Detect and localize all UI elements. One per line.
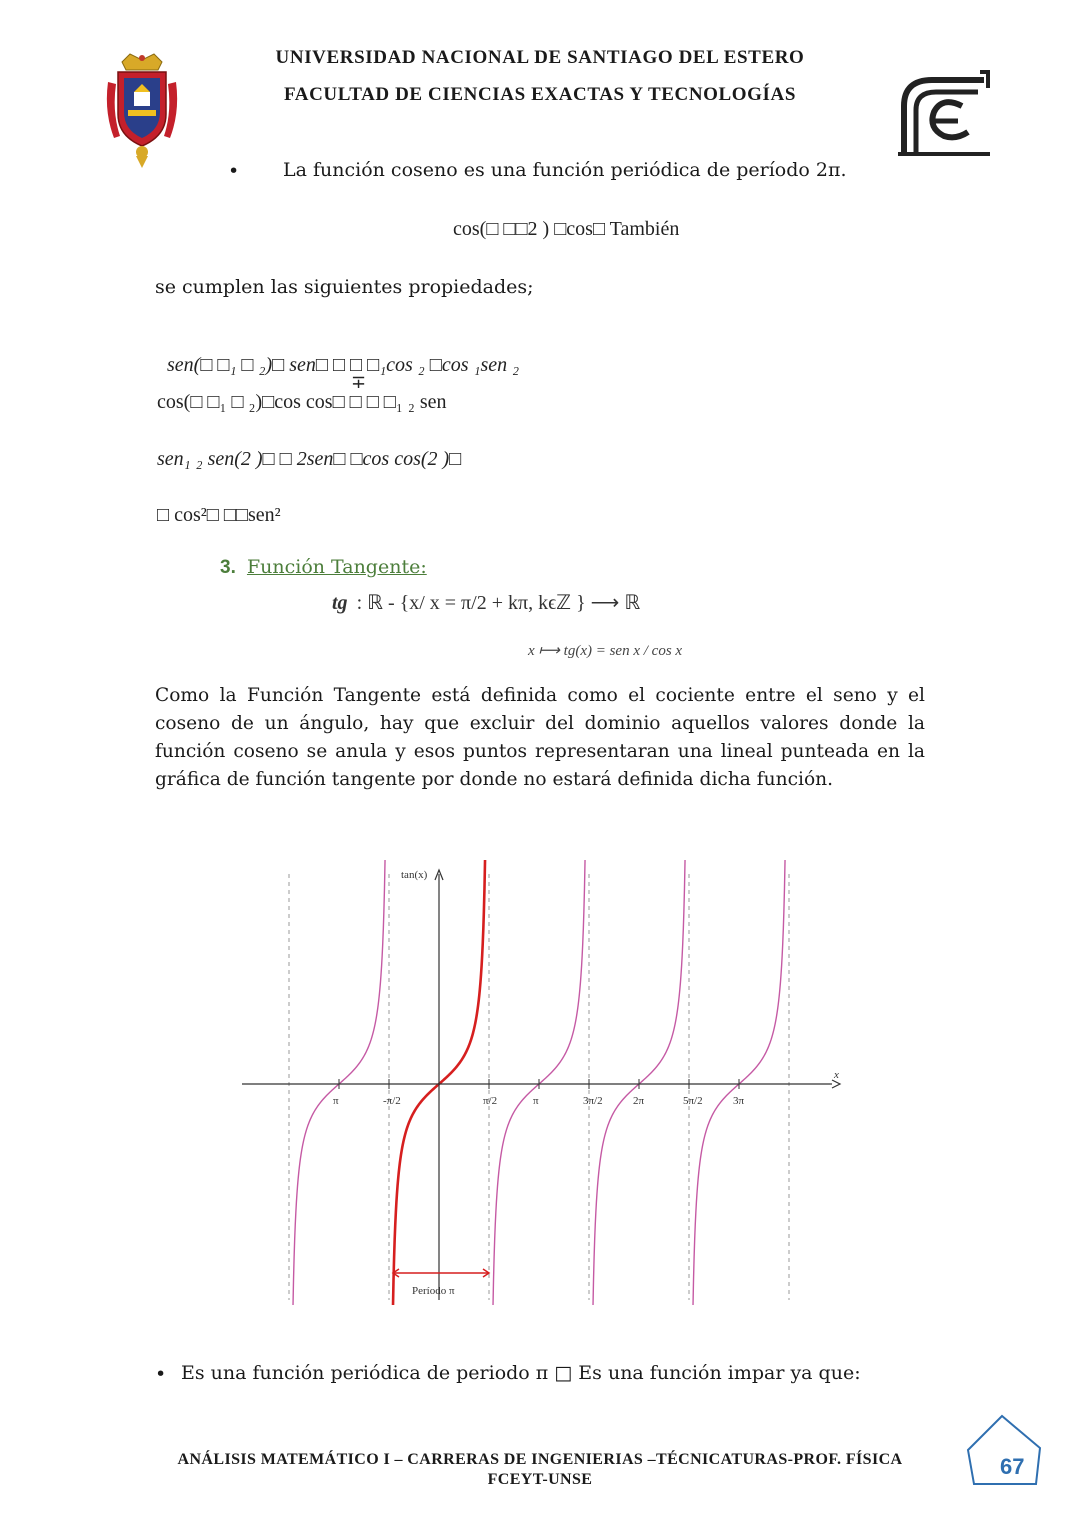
section-heading-tangent — [220, 556, 427, 579]
tg-domain: : ℝ - {x/ x = π/2 + kπ, kϵℤ } ⟶ ℝ — [356, 592, 641, 614]
university-name: UNIVERSIDAD NACIONAL DE SANTIAGO DEL ESTERO — [275, 47, 805, 68]
formula-cos-squared: □ cos²□ □□sen² — [157, 504, 281, 526]
x-tick-label: π — [533, 1095, 539, 1107]
crest-icon — [100, 52, 184, 170]
tangent-chart — [230, 860, 850, 1305]
formula-double-angle: sen₁ ₂ sen(2 )□ □ 2sen□ □cos cos(2 )□ — [157, 448, 462, 470]
cosine-periodic-text: La función coseno es una función periódica de período 2π. — [283, 159, 847, 181]
footer-institution: FCEYT-UNSE — [487, 1471, 593, 1488]
formula-cosine-sum: cos(□ □₁ □ ₂)□cos cos□ □ □ □₁ ₂ sen — [157, 391, 447, 413]
bullet-cosine: • — [228, 160, 240, 182]
y-axis-label: tan(x) — [401, 869, 428, 881]
x-tick-label: 5π/2 — [683, 1095, 703, 1107]
x-tick-label: -π/2 — [383, 1095, 401, 1107]
x-tick-label: π — [333, 1095, 339, 1107]
cosine-identity: cos(□ □□2 ) □cos□ También — [453, 218, 680, 240]
bullet-tangent: • — [155, 1363, 167, 1385]
x-tick-label: 3π — [733, 1095, 745, 1107]
x-tick-label: 2π — [633, 1095, 645, 1107]
tangent-properties-text: Es una función periódica de periodo π □ Es una función impar ya que: — [181, 1362, 861, 1384]
footer-course: ANÁLISIS MATEMÁTICO I – CARRERAS DE INGENIERIAS –TÉCNICATURAS-PROF. FÍSICA — [177, 1451, 903, 1468]
university-crest — [100, 52, 184, 170]
faculty-name: FACULTAD DE CIENCIAS EXACTAS Y TECNOLOGÍAS — [283, 84, 797, 105]
tangent-chart-svg — [230, 860, 850, 1305]
tangent-paragraph: Como la Función Tangente está definida como el cociente entre el seno y el coseno de un ángulo, hay que excluir del dominio aquellos valores donde la función coseno se anula y esos puntos representaran una lineal punteada en la gráfica de función tangente por donde no estará definida dicha función. — [155, 685, 925, 790]
minus-plus-symbol: ∓ — [351, 372, 367, 392]
section-number: 3. — [220, 557, 236, 578]
faculty-logo — [896, 66, 992, 162]
tangent-mapping: x ⟼ tg(x) = sen x / cos x — [528, 643, 683, 659]
section-title: Función Tangente: — [246, 556, 427, 578]
x-axis-label: x — [834, 1069, 839, 1081]
formula-sine-sum-text: sen(□ □₁ □ ₂)□ sen□ □ □ □₁cos ₂ □cos ₁sen ₂ — [167, 354, 520, 376]
page-number: 67 — [1000, 1454, 1025, 1479]
x-axis-arrow-icon — [832, 1080, 840, 1088]
tangent-definition — [332, 590, 640, 615]
period-label: Período π — [412, 1285, 455, 1297]
x-tick-label: 3π/2 — [583, 1095, 603, 1107]
formula-sine-sum — [157, 331, 519, 377]
fceyt-logo-icon — [896, 66, 992, 162]
tg-symbol: tg — [332, 592, 348, 614]
page-number-badge — [962, 1412, 1046, 1490]
x-tick-label: π/2 — [483, 1095, 498, 1107]
properties-intro: se cumplen las siguientes propiedades; — [155, 276, 534, 298]
